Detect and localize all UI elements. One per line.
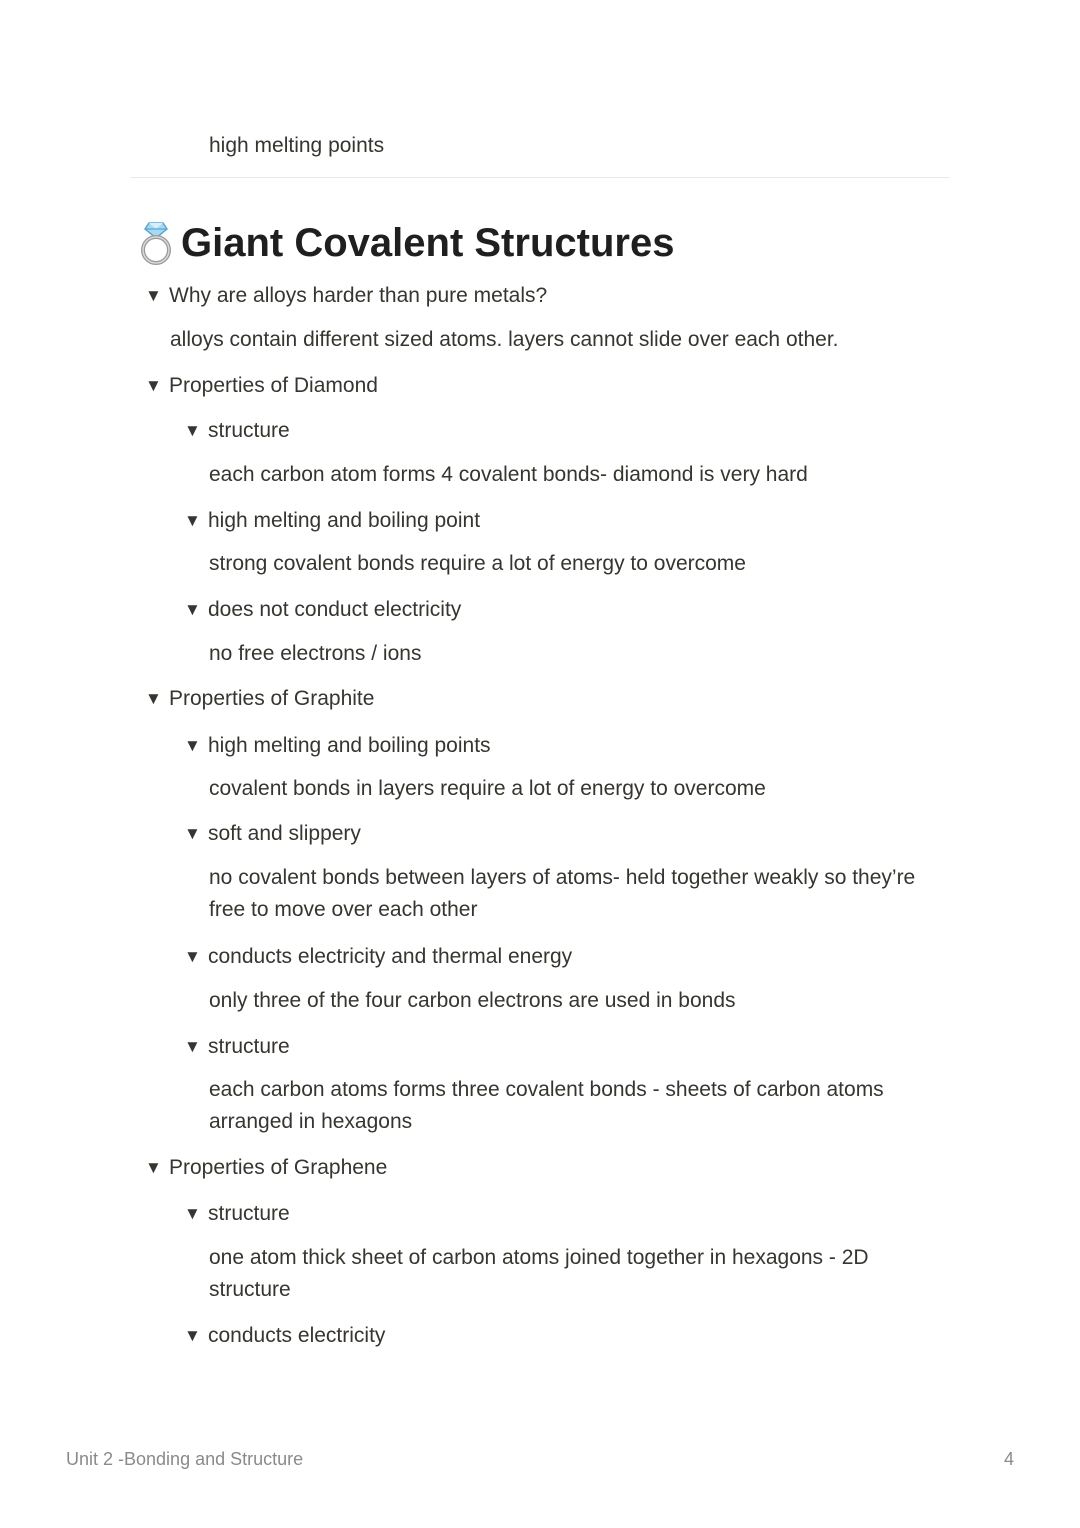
toggle-diamond-structure[interactable]: structure — [208, 419, 290, 442]
toggle-arrow-icon[interactable]: ▼ — [184, 1326, 201, 1345]
toggle-graphite-melting[interactable]: high melting and boiling points — [208, 734, 491, 757]
toggle-arrow-icon[interactable]: ▼ — [184, 1037, 201, 1056]
answer-text: alloys contain different sized atoms. layers cannot slide over each other. — [170, 328, 839, 351]
toggle-arrow-icon[interactable]: ▼ — [145, 286, 162, 305]
page-number: 4 — [1004, 1449, 1015, 1469]
toggle-graphite[interactable]: Properties of Graphite — [169, 687, 375, 710]
page-heading: Giant Covalent Structures — [181, 221, 675, 265]
toggle-graphite-structure[interactable]: structure — [208, 1035, 290, 1058]
detail-text: no covalent bonds between layers of atoms- held together weakly so they’re free to move over each other — [209, 866, 916, 921]
detail-text: only three of the four carbon electrons are used in bonds — [209, 989, 736, 1012]
toggle-alloys[interactable]: Why are alloys harder than pure metals? — [169, 284, 548, 307]
toggle-graphene-conduct[interactable]: conducts electricity — [208, 1324, 386, 1347]
toggle-graphite-conduct[interactable]: conducts electricity and thermal energy — [208, 945, 573, 968]
detail-text: strong covalent bonds require a lot of energy to overcome — [209, 552, 746, 575]
toggle-arrow-icon[interactable]: ▼ — [184, 736, 201, 755]
toggle-graphite-soft[interactable]: soft and slippery — [208, 822, 361, 845]
detail-text: each carbon atom forms 4 covalent bonds- diamond is very hard — [209, 463, 808, 486]
divider — [130, 177, 950, 178]
toggle-arrow-icon[interactable]: ▼ — [184, 511, 201, 530]
toggle-graphene-structure[interactable]: structure — [208, 1202, 290, 1225]
toggle-arrow-icon[interactable]: ▼ — [145, 689, 162, 708]
detail-text: no free electrons / ions — [209, 642, 422, 665]
toggle-arrow-icon[interactable]: ▼ — [145, 1158, 162, 1177]
toggle-arrow-icon[interactable]: ▼ — [184, 947, 201, 966]
detail-text: one atom thick sheet of carbon atoms joined together in hexagons - 2D structure — [209, 1246, 869, 1301]
detail-text: each carbon atoms forms three covalent bonds - sheets of carbon atoms arranged in hexagons — [209, 1078, 884, 1133]
toggle-diamond-conduct[interactable]: does not conduct electricity — [208, 598, 462, 621]
toggle-graphene[interactable]: Properties of Graphene — [169, 1156, 388, 1179]
footer-title: Unit 2 -Bonding and Structure — [66, 1449, 304, 1469]
toggle-arrow-icon[interactable]: ▼ — [184, 1204, 201, 1223]
continued-text: high melting points — [209, 134, 385, 157]
detail-text: covalent bonds in layers require a lot of energy to overcome — [209, 777, 766, 800]
toggle-arrow-icon[interactable]: ▼ — [184, 824, 201, 843]
toggle-diamond-melting[interactable]: high melting and boiling point — [208, 509, 481, 532]
toggle-arrow-icon[interactable]: ▼ — [184, 600, 201, 619]
toggle-diamond[interactable]: Properties of Diamond — [169, 374, 378, 397]
toggle-arrow-icon[interactable]: ▼ — [184, 421, 201, 440]
toggle-arrow-icon[interactable]: ▼ — [145, 376, 162, 395]
ring-icon — [138, 220, 174, 266]
